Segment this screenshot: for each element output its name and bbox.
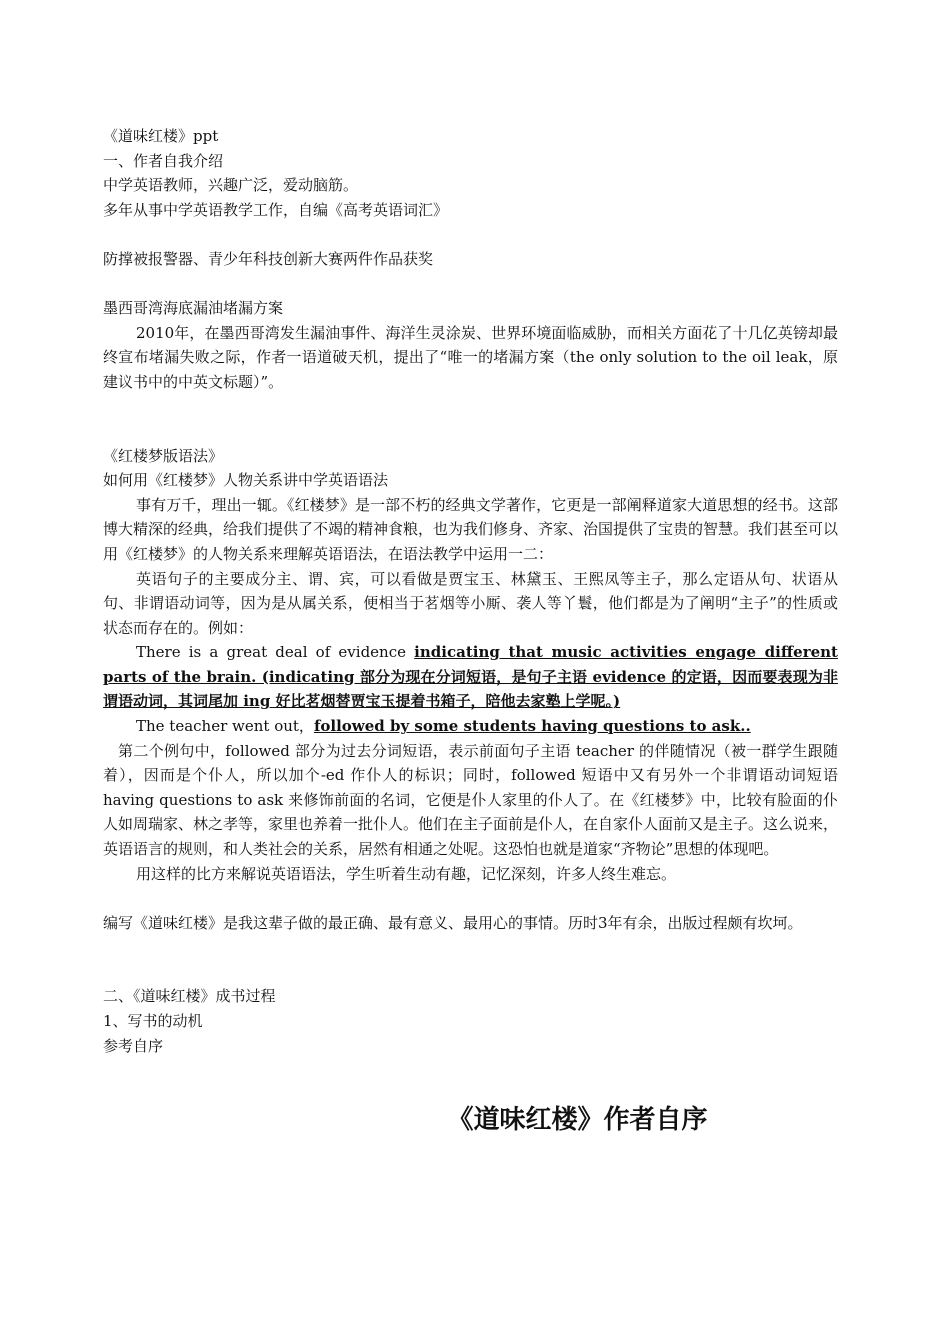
oil-paragraph: 2010年，在墨西哥湾发生漏油事件、海洋生灵涂炭、世界环境面临威胁，而相关方面花了十几亿英镑却最终宣布堵漏失败之际，作者一语道破天机，提出了“唯一的堵漏方案（the only solution to the oil leak，原建议书中的中英文标题）”。 bbox=[103, 323, 838, 391]
section-2-reference: 参考自序 bbox=[103, 1036, 164, 1055]
preface-title: 《道味红楼》作者自序 bbox=[447, 1105, 708, 1135]
section-2-heading: 二、《道味红楼》成书过程 bbox=[103, 987, 276, 1006]
grammar-subtitle: 如何用《红楼梦》人物关系讲中学英语语法 bbox=[103, 471, 389, 490]
ppt-title: 《道味红楼》ppt bbox=[103, 127, 219, 145]
summary-line: 编写《道味红楼》是我这辈子做的最正确、最有意义、最用心的事情。历时3年有余，出版过程颇有坎坷。 bbox=[103, 913, 803, 932]
section-1-heading: 一、作者自我介绍 bbox=[103, 151, 224, 170]
grammar-paragraph-2: 英语句子的主要成分主、谓、宾，可以看做是贾宝玉、林黛玉、王熙凤等主子，那么定语从句、状语从句、非谓语动词等，因为是从属关系，便相当于茗烟等小厮、袭人等丫鬟，他们都是为了阐明“主子”的性质或状态而存在的。例如： bbox=[103, 569, 838, 637]
example-1 bbox=[103, 640, 838, 714]
grammar-paragraph-1: 事有万千，理出一辄。《红楼梦》是一部不朽的经典文学著作，它更是一部阐释道家大道思想的经书。这部博大精深的经典，给我们提供了不竭的精神食粮，也为我们修身、齐家、治国提供了宝贵的智慧。我们甚至可以用《红楼梦》的人物关系来理解英语语法，在语法教学中运用一二： bbox=[103, 495, 839, 563]
example-2-text: The teacher went out， bbox=[136, 717, 314, 736]
grammar-paragraph-4: 用这样的比方来解说英语语法，学生听着生动有趣，记忆深刻，许多人终生难忘。 bbox=[136, 864, 677, 883]
section-2-item-1: 1、写书的动机 bbox=[103, 1012, 203, 1030]
award-line: 防撑被报警器、青少年科技创新大赛两件作品获奖 bbox=[103, 249, 434, 268]
example-2 bbox=[103, 714, 838, 739]
oil-heading: 墨西哥湾海底漏油堵漏方案 bbox=[103, 299, 284, 318]
document-body bbox=[103, 124, 838, 1058]
example-2-emphasis: followed by some students having questions to ask.. bbox=[313, 717, 751, 736]
example-1-text: There is a great deal of evidence bbox=[136, 643, 415, 662]
example-1-emphasis: indicating that music activities engage different parts of the brain. (indicating 部分为现在分词短语，是句子主语 evidence 的定语，因而要表现为非谓语动词，其词尾加 ing 好比茗烟替贾宝玉提着书箱子，陪他去家塾上学呢。) bbox=[103, 643, 838, 711]
intro-line-2: 多年从事中学英语教学工作，自编《高考英语词汇》 bbox=[103, 200, 449, 219]
intro-line-1: 中学英语教师，兴趣广泛，爱动脑筋。 bbox=[103, 176, 359, 195]
grammar-paragraph-3: 第二个例句中，followed 部分为过去分词短语，表示前面句子主语 teacher 的伴随情况（被一群学生跟随着），因而是个仆人，所以加个-ed 作仆人的标识；同时，followed 短语中又有另外一个非谓语动词短语 having questions to ask 来修饰前面的名词，它便是仆人家里的仆人了。在《红楼梦》中，比较有脸面的仆人如周瑞家、林之孝等，家里也养着一批仆人。他们在主子面前是仆人，在自家仆人面前又是主子。这么说来，英语语言的规则，和人类社会的关系，居然有相通之处呢。这恐怕也就是道家“齐物论”思想的体现吧。 bbox=[103, 741, 839, 859]
grammar-title: 《红楼梦版语法》 bbox=[103, 446, 224, 465]
